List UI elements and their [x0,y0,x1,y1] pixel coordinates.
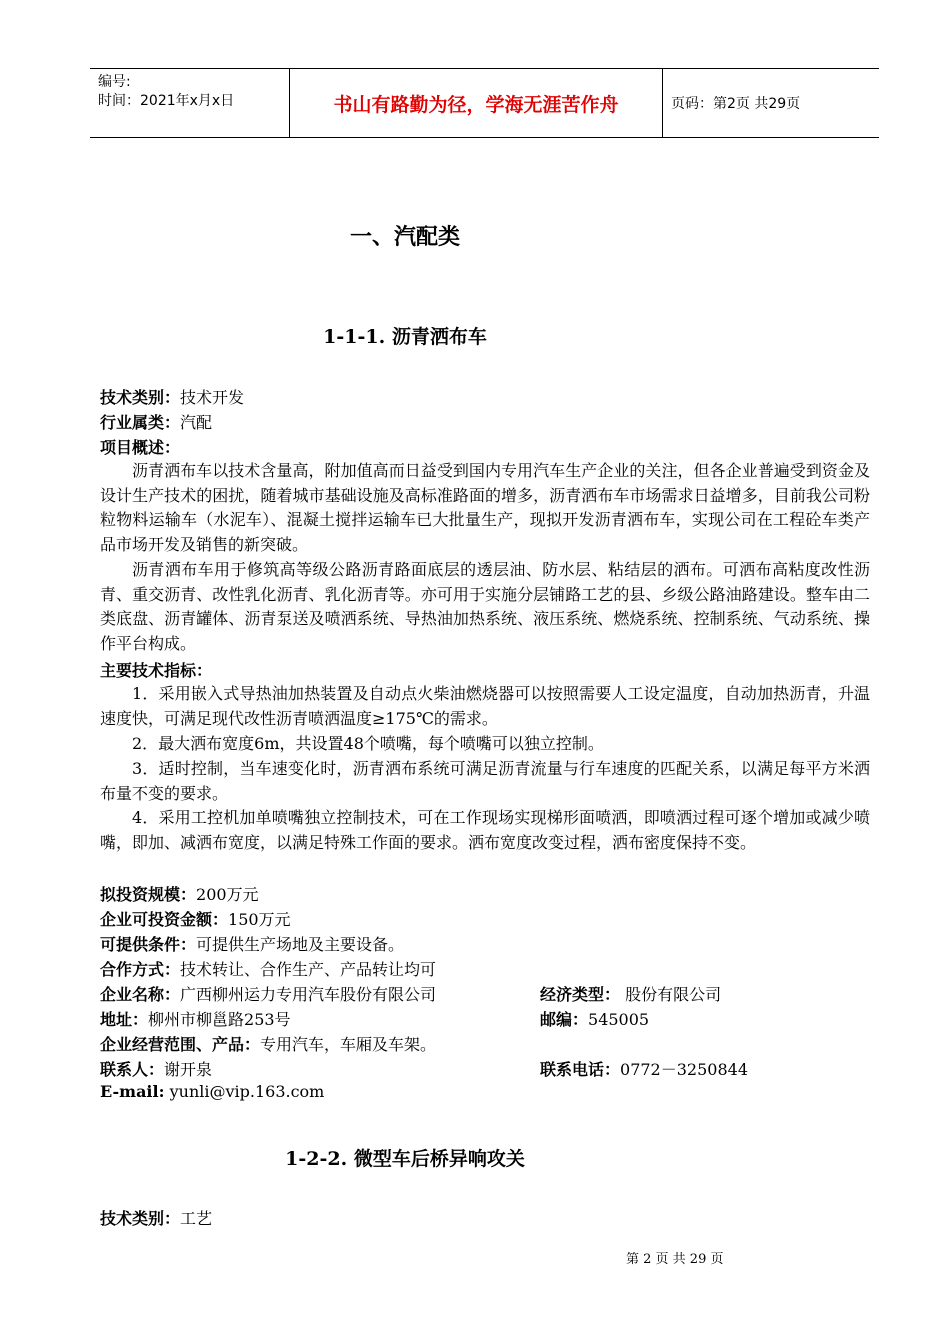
project2-title: 1-2-2. 微型车后桥异响攻关 [285,1148,525,1170]
contact-row: 联系人：谢开泉 [100,1060,213,1079]
email-row: E-mail: yunli@vip.163.com [100,1082,325,1101]
indicator-3: 3．适时控制，当车速变化时，沥青洒布系统可满足沥青流量与行车速度的匹配关系，以满足每平方米洒布量不变的要求。 [100,759,870,803]
invest-row: 拟投资规模：200万元 [100,885,259,904]
header-table [90,68,879,138]
section-title: 一、汽配类 [349,224,460,250]
serial-number: 编号: [98,74,131,90]
overview-paragraph-1: 沥青洒布车以技术含量高，附加值高而日益受到国内专用汽车生产企业的关注，但各企业普遍受到资金及设计生产技术的困扰，随着城市基础设施及高标准路面的增多，沥青洒布车市场需求日益增多，目前我公司粉粒物料运输车（水泥车）、混凝土搅拌运输车已大批量生产，现拟开发沥青洒布车，实现公司在工程砼车类产品市场开发及销售的新突破。 [100,461,870,555]
scope-row: 企业经营范围、产品：专用汽车，车厢及车架。 [100,1035,437,1054]
date: 时间：2021年x月x日 [98,93,235,109]
header-left-cell [90,69,290,137]
conditions-row: 可提供条件：可提供生产场地及主要设备。 [100,935,405,954]
coop-row: 合作方式：技术转让、合作生产、产品转让均可 [100,960,437,979]
email-link[interactable]: yunli@vip.163.com [169,1082,325,1101]
company-row: 企业名称：广西柳州运力专用汽车股份有限公司 [100,985,437,1004]
address-row: 地址：柳州市柳邕路253号 [100,1010,291,1029]
indicator-1: 1．采用嵌入式导热油加热装置及自动点火柴油燃烧器可以按照需要人工设定温度，自动加热沥青，升温速度快，可满足现代改性沥青喷洒温度≥175℃的需求。 [100,684,870,728]
overview-paragraph-2: 沥青洒布车用于修筑高等级公路沥青路面底层的透层油、防水层、粘结层的洒布。可洒布高粘度改性沥青、重交沥青、改性乳化沥青、乳化沥青等。亦可用于实施分层铺路工艺的县、乡级公路油路建设。整车由二类底盘、沥青罐体、沥青泵送及喷洒系统、导热油加热系统、液压系统、燃烧系统、控制系统、气动系统、操作平台构成。 [100,560,870,654]
project2-tech-type-row: 技术类别：工艺 [100,1209,213,1228]
enterprise-invest-row: 企业可投资金额：150万元 [100,910,291,929]
project1-title: 1-1-1. 沥青洒布车 [323,326,487,348]
page-footer: 第 2 页 共 29 页 [626,1252,724,1267]
page-number: 页码：第2页 共29页 [671,96,801,112]
phone-row: 联系电话：0772－3250844 [540,1060,748,1079]
indicator-2: 2．最大洒布宽度6m，共设置48个喷嘴，每个喷嘴可以独立控制。 [132,734,604,753]
postcode-row: 邮编：545005 [540,1010,650,1029]
overview-label: 项目概述： [100,438,181,457]
motto: 书山有路勤为径，学海无涯苦作舟 [290,69,663,137]
econ-type-row: 经济类型： 股份有限公司 [540,985,722,1004]
industry-row: 行业属类：汽配 [100,413,213,432]
tech-type-row: 技术类别：技术开发 [100,388,245,407]
indicator-4: 4．采用工控机加单喷嘴独立控制技术，可在工作现场实现梯形面喷洒，即喷洒过程可逐个增加或减少喷嘴，即加、减洒布宽度，以满足特殊工作面的要求。洒布宽度改变过程，洒布密度保持不变。 [100,808,870,852]
indicators-label: 主要技术指标： [100,661,213,680]
